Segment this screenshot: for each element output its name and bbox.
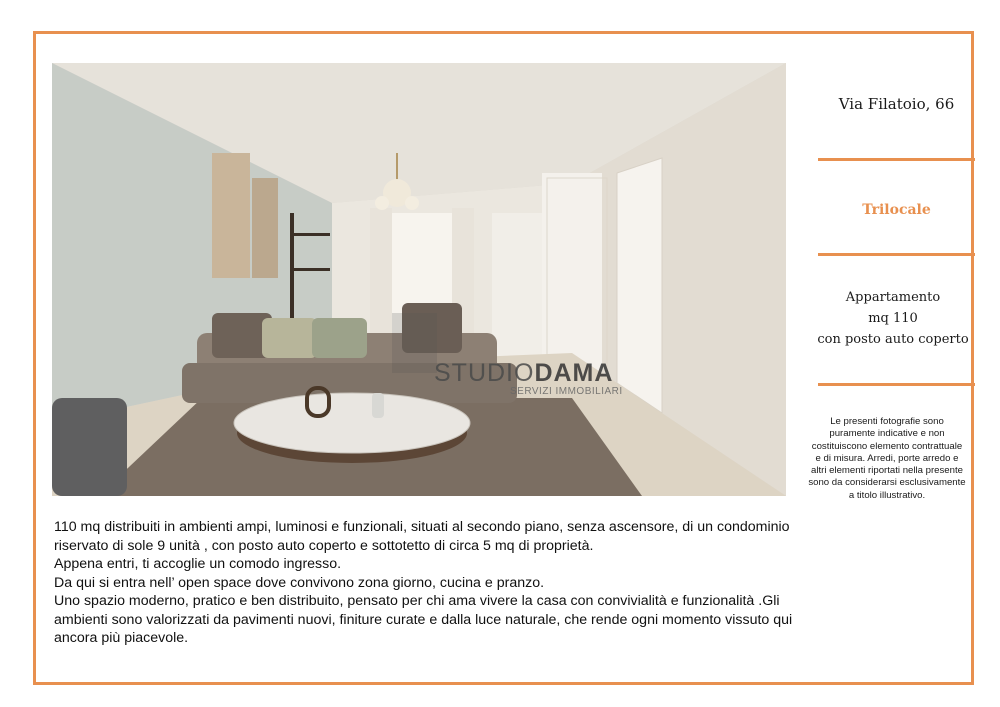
description-paragraph: Uno spazio moderno, pratico e ben distribuito, pensato per chi ama vivere la casa con convivialità e funzionalità .Gli ambienti sono valorizzati da pavimenti nuovi, finiture curate e dalla luce naturale, che rende ogni momento vissuto qui ancora più piacevole. — [54, 593, 793, 646]
watermark-brand-light: STUDIO — [434, 359, 535, 387]
spec-line: mq 110 — [868, 311, 918, 326]
listing-address: Via Filatoio, 66 — [838, 95, 955, 113]
property-type: Trilocale — [862, 202, 931, 218]
description-paragraph: 110 mq distribuiti in ambienti ampi, luminosi e funzionali, situati al secondo piano, senza ascensore, di un condominio riservato di sole 9 unità , con posto auto coperto e sottotetto di circa 5 mq di proprietà. — [54, 519, 790, 554]
watermark-tagline: SERVIZI IMMOBILIARI — [510, 386, 623, 397]
divider — [818, 158, 975, 161]
property-specs — [808, 287, 978, 350]
divider — [818, 253, 975, 256]
disclaimer-text: Le presenti fotografie sono puramente indicative e non costituiscono elemento contrattuale e di misura. Arredi, porte arredo e altri elementi riportati nella presente sono da considerarsi esclusivamente a titolo illustrativo. — [808, 416, 966, 501]
living-room-photo — [52, 63, 786, 496]
living-room-illustration — [52, 63, 786, 496]
description-paragraph: Da qui si entra nell’ open space dove convivono zona giorno, cucina e pranzo. — [54, 574, 545, 591]
description-paragraph: Appena entri, ti accoglie un comodo ingresso. — [54, 556, 342, 572]
watermark-brand-bold: DAMA — [534, 359, 614, 387]
spec-line: con posto auto coperto — [817, 332, 969, 347]
property-description — [54, 518, 802, 648]
spec-line: Appartamento — [845, 290, 941, 305]
svg-text:STUDIODAMA — [434, 359, 613, 387]
divider — [818, 383, 975, 386]
